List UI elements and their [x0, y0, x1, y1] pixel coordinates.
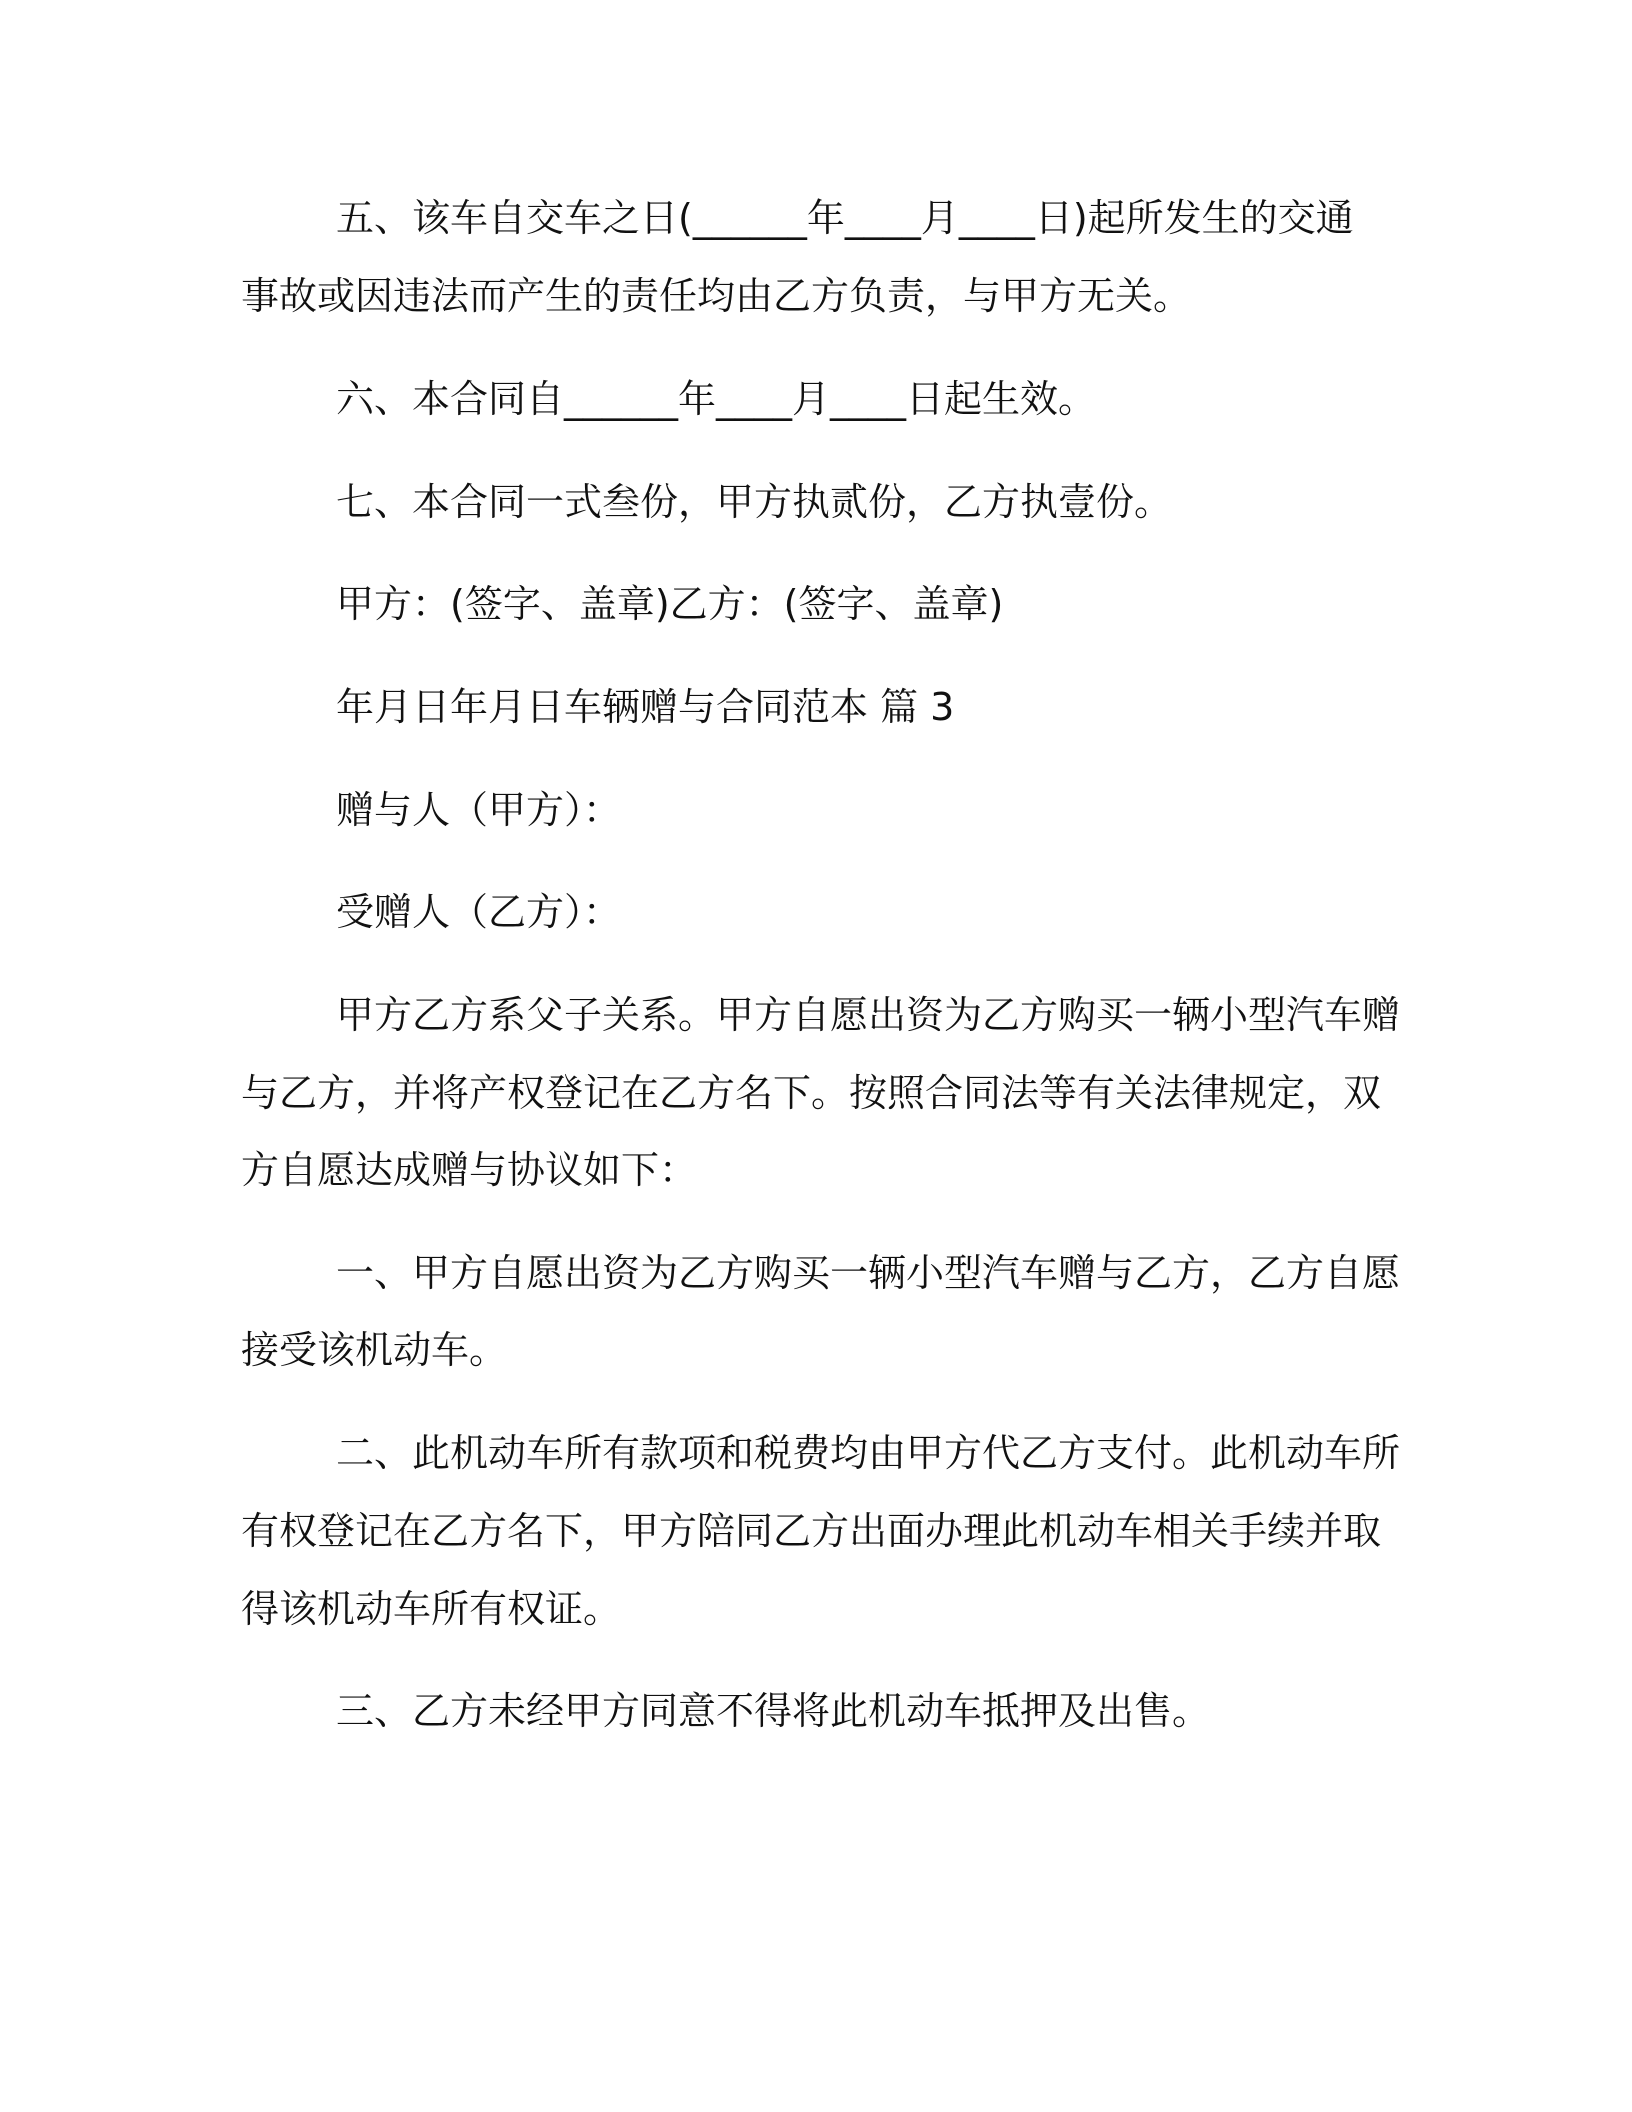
- clause-6: 六、本合同自______年____月____日起生效。: [336, 377, 1097, 421]
- preamble-line-2: 与乙方，并将产权登记在乙方名下。按照合同法等有关法律规定，双: [241, 1071, 1382, 1115]
- article-2-line-3: 得该机动车所有权证。: [241, 1587, 622, 1631]
- clause-7: 七、本合同一式叁份，甲方执贰份，乙方执壹份。: [336, 480, 1173, 524]
- preamble-line-1: 甲方乙方系父子关系。甲方自愿出资为乙方购买一辆小型汽车赠: [336, 993, 1401, 1037]
- article-2-line-1: 二、此机动车所有款项和税费均由甲方代乙方支付。此机动车所: [336, 1431, 1401, 1475]
- article-2-line-2: 有权登记在乙方名下，甲方陪同乙方出面办理此机动车相关手续并取: [241, 1509, 1382, 1553]
- article-1-line-2: 接受该机动车。: [241, 1328, 508, 1372]
- signature-line: 甲方：(签字、盖章)乙方：(签字、盖章): [336, 582, 1004, 626]
- clause-5-line-2: 事故或因违法而产生的责任均由乙方负责，与甲方无关。: [241, 274, 1192, 318]
- preamble-line-3: 方自愿达成赠与协议如下：: [241, 1148, 698, 1192]
- donor-line: 赠与人（甲方）：: [336, 788, 622, 832]
- clause-5-line-1: 五、该车自交车之日(______年____月____日)起所发生的交通: [336, 196, 1354, 240]
- donee-line: 受赠人（乙方）：: [336, 890, 622, 934]
- article-1-line-1: 一、甲方自愿出资为乙方购买一辆小型汽车赠与乙方，乙方自愿: [336, 1251, 1401, 1295]
- section-title: 年月日年月日车辆赠与合同范本 篇 3: [336, 685, 955, 729]
- article-3: 三、乙方未经甲方同意不得将此机动车抵押及出售。: [336, 1689, 1211, 1733]
